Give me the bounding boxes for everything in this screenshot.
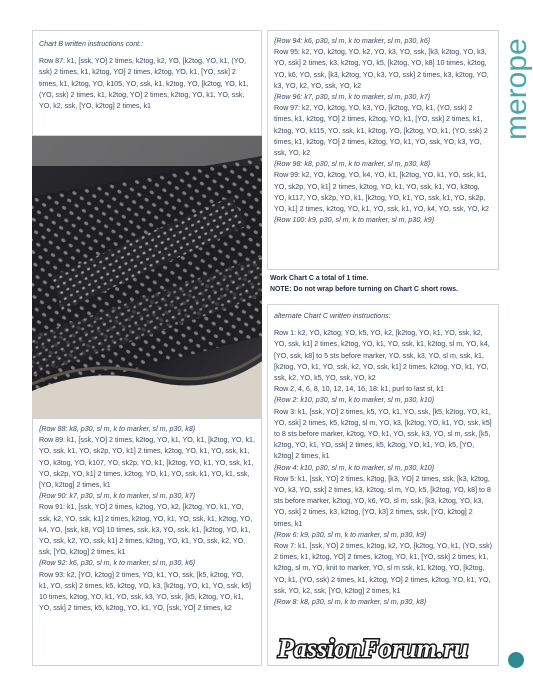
watermark-text: PassionForum.ru	[278, 634, 469, 663]
wrong-side-row: {Row 2: k10, p30, sl m, k to marker, sl m, p30, k10}	[274, 396, 435, 405]
work-chart-c-note	[270, 273, 502, 295]
instruction-row: Row 91: k1, [ssk, YO] 2 times, k2tog, YO, k2, [k2tog, YO, k1, YO, ssk, k2, YO, ssk, k1] 2 times, k2tog, YO, k1, YO, ssk, k1, k2tog, YO, k4, YO, [ssk, k8, YO] 10 times, ssk, k3, YO, ssk, k1, [k2tog, YO, k1, YO, ssk, k2, YO, ssk, k1] 2 times, k2tog, YO, k1, YO, ssk, k2, YO, ssk, [YO, k2tog] 2 times, k1	[39, 503, 253, 557]
instruction-block	[39, 424, 255, 614]
wrong-side-row: {Row 100: k9, p30, sl m, k to marker, sl m, p30, k9}	[274, 216, 435, 225]
shawl-photo	[32, 136, 262, 418]
wrong-side-row: {Row 8: k8, p30, sl m, k to marker, sl m, p30, k8}	[274, 598, 427, 607]
chart-c-instructions-box	[267, 304, 499, 666]
wrong-side-row: {Row 6: k9, p30, sl m, k to marker, sl m, p30, k9}	[274, 530, 427, 539]
wrong-side-row: {Row 96: k7, p30, sl m, k to marker, sl m, p30, k7}	[274, 93, 431, 102]
instruction-row: Row 2, 4, 6, 8, 10, 12, 14, 16, 18: k1, purl to last st, k1	[274, 385, 444, 394]
instruction-row: Row 3: k1, [ssk, YO] 2 times, k5, YO, k1, YO, ssk, [k5, k2tog, YO, k1, YO, ssk] 2 times, k5, k2tog, sl m, YO, k3, [k2tog, YO, k1, YO, ssk, k5] to 8 sts before marker, k2tog, YO, k1, YO, ssk, k3, YO, sl m, ssk, [k5, k2tog, YO, k1, YO, ssk] 2 times, k5, k2tog, YO, k1, YO, k5, [YO, k2tog] 2 times, k1	[274, 407, 492, 461]
instruction-row: Row 97: k2, YO, k2tog, YO, k3, YO, [k2tog, YO, k1, (YO, ssk) 2 times, k1, k2tog, YO] 2 times, k2tog, YO, k1, [YO, ssk] 2 times, k1, k2tog, YO, k115, YO, ssk, k1, k2tog, YO, [k2tog, YO, k1, (YO, ssk) 2 times, k1, k2tog, YO] 2 times, k2tog, YO, k1, YO, ssk, YO, k3, YO, ssk, YO, k2	[274, 104, 488, 158]
note-text: NOTE: Do not wrap before turning on Chart C short rows.	[270, 286, 458, 293]
instruction-row: Row 95: k2, YO, k2tog, YO, k2, YO, k3, YO, ssk, [k3, k2tog, YO, k3, YO, ssk] 2 times, k3, k2tog, YO, k5, [k2tog, YO, k8] 10 times, k2tog, YO, k6, YO, ssk, [k3, k2tog, YO, k3, YO, ssk] 2 times, k3, k2tog, YO, k3, YO, k2, YO, ssk, YO, k2	[274, 48, 489, 90]
wrong-side-row: {Row 92: k6, p30, sl m, k to marker, sl m, p30, k6}	[39, 559, 196, 568]
instruction-row: Row 5: k1, [ssk, YO] 2 times, k2tog, [k3, YO] 2 times, ssk, [k3, k2tog, YO, k3, YO, ssk] 2 times, k3, k2tog, sl m, YO, k5, [k2tog, YO, k8] to 8 sts before marker, k2tog, YO, k6, YO, sl m, ssk, [k3, k2tog, YO, k3, YO, ssk] 2 times, k3, k2tog, [YO, k3] 2 times, ssk, [YO, k2tog] 2 times, k1	[274, 474, 491, 528]
instruction-row: Row 89: k1, [ssk, YO] 2 times, k2tog, YO, k1, YO, k1, [k2tog, YO, k1, YO, ssk, k1, YO, sk2p, YO, k1] 2 times, k2tog, YO, k1, YO, ssk, k1, YO, k3tog, YO, k107, YO, sk2p, YO, k1, [k2tog, YO, k1, YO, ssk, k1, YO, sk2p, YO, k1] 2 times, k2tog, YO, k1, YO, ssk, k1, YO, k1, ssk, [YO, k2tog] 2 times, k1	[39, 436, 255, 490]
wrong-side-row: {Row 88: k8, p30, sl m, k to marker, sl m, p30, k8}	[39, 425, 196, 433]
forum-watermark	[276, 628, 506, 668]
wrong-side-row: {Row 94: k6, p30, sl m, k to marker, sl m, p30, k6}	[274, 37, 431, 45]
instruction-row: Row 7: k1, [ssk, YO] 2 times, k2tog, k2, YO, [k2tog, YO, k1, (YO, ssk) 2 times, k1, k2tog, YO] 2 times, k2tog, YO, k1, [YO, ssk] 2 times, k1, k2tog, sl m, YO, knit to marker, YO, sl m ssk, k1, k2tog, YO, [k2tog, YO, k1, (YO, ssk) 2 times, k1, k2tog, YO] 2 times, k2tog, YO, k1, YO, ssk, YO, k2, ssk, [YO, k2tog] 2 times, k1	[274, 542, 493, 595]
instruction-row: Row 99: k2, YO, k2tog, YO, k4, YO, k1, [k2tog, YO, k1, YO, ssk, k1, YO, sk2p, YO, k1] 2 times, k2tog, YO, k1, YO, ssk, k1, YO, k3tog, YO, k117, YO, sk2p, YO, k1, [k2tog, YO, k1, YO, ssk, k1, YO, sk2p, YO, k1] 2 times, k2tog, YO, k1, YO, ssk, k1, YO, k4, YO, ssk, YO, k2	[274, 171, 489, 214]
instruction-row: Row 87: k1, [ssk, YO] 2 times, k2tog, k2, YO, [k2tog, YO, k1, (YO, ssk) 2 times, k1, k2tog, YO] 2 times, k2tog, YO, k1, [YO, ssk] 2 times, k1, k2tog, YO, k105, YO, ssk, k1, k2tog, YO, [k2tog, YO, k1, (YO, ssk) 2 times, k1, k2tog, YO] 2 times, k2tog, YO, k1, YO, ssk, YO, k2, ssk, [YO, k2tog] 2 times, k1	[39, 57, 249, 111]
rows-94-100-box	[267, 30, 499, 270]
work-instruction: Work Chart C a total of 1 time.	[270, 275, 369, 282]
instruction-block	[39, 39, 255, 112]
instruction-block	[274, 311, 492, 608]
wrong-side-row: {Row 90: k7, p30, sl m, k to marker, sl m, p30, k7}	[39, 492, 196, 501]
wrong-side-row: {Row 4: k10, p30, sl m, k to marker, sl m, p30, k10}	[274, 463, 435, 472]
section-heading: alternate Chart C written instructions:	[274, 312, 391, 320]
wrong-side-row: {Row 98: k8, p30, sl m, k to marker, sl m, p30, k8}	[274, 160, 431, 169]
rows-88-93-box	[32, 418, 262, 666]
pattern-title	[497, 0, 533, 148]
instruction-block	[274, 36, 492, 226]
lace-shawl-image	[32, 136, 262, 418]
page-number-badge	[508, 652, 524, 668]
chart-b-instructions-box	[32, 30, 262, 136]
section-heading: Chart B written instructions cont.:	[39, 40, 144, 48]
pattern-title-text: merope	[500, 38, 533, 140]
instruction-row: Row 93: k2, [YO, k2tog] 2 times, YO, k1, YO, ssk, [k5, k2tog, YO, k1, YO, ssk] 2 times, k5, k2tog, YO, k3, [k2tog, YO, k1, YO, ssk, k5] 10 times, k2tog, YO, k1, YO, ssk, k3, YO, ssk, [k5, k2tog, YO, k1, YO, ssk] 2 times, k5, k2tog, YO, k1, YO, [ssk, YO] 2 times, k2	[39, 570, 251, 613]
instruction-row: Row 1: k2, YO, k2tog, YO, k5, YO, k2, [k2tog, YO, k1, YO, ssk, k2, YO, ssk, k1] 2 times, k2tog, YO, k1, YO, ssk, k1, k2tog, sl m, YO, k4, [YO, ssk, k8] to 5 sts before marker, YO, ssk, k3, YO, sl m, ssk, k1, [k2tog, YO, k1, YO, ssk, k2, YO, ssk, k1] 2 times, k2tog, YO, k1, YO, ssk, k2, YO, k5, YO, ssk, YO, k2	[274, 329, 490, 383]
